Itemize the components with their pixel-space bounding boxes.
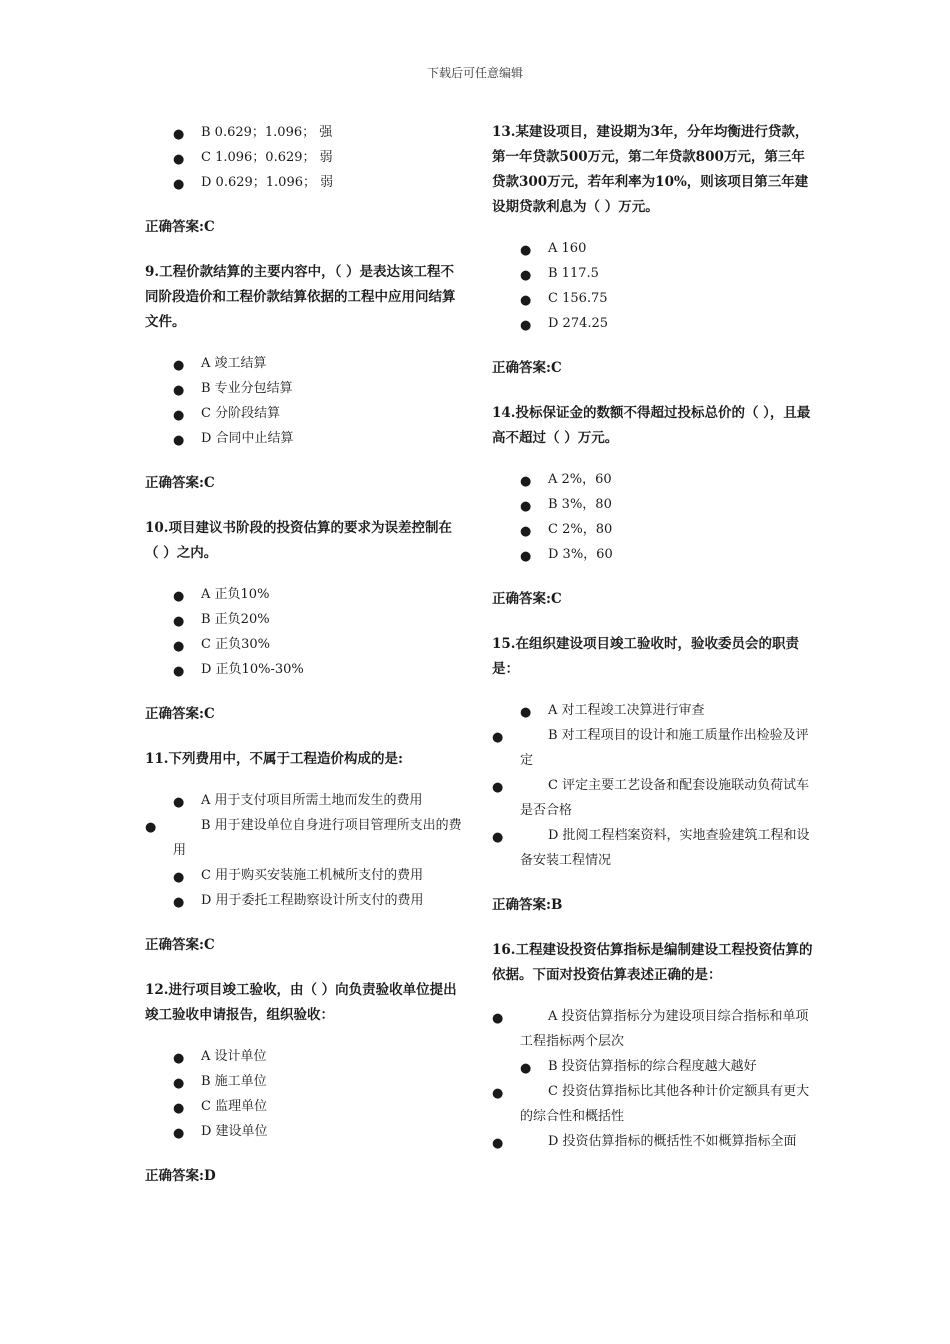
question-13-options (492, 236, 817, 336)
q14-option-a[interactable]: ● A 2%，60 (492, 467, 817, 492)
bullet-icon: ● (173, 1101, 185, 1116)
bullet-icon: ● (520, 243, 532, 258)
bullet-icon: ● (520, 1061, 532, 1076)
q11-option-d[interactable]: ● D 用于委托工程勘察设计所支付的费用 (145, 888, 463, 913)
prev-question-options (145, 120, 463, 195)
q14-option-d[interactable]: ● D 3%，60 (492, 542, 817, 567)
q11-option-c[interactable]: ● C 用于购买安装施工机械所支付的费用 (145, 863, 463, 888)
bullet-icon: ● (173, 408, 185, 423)
q10-option-d[interactable]: ● D 正负10%-30% (145, 657, 463, 682)
q11-option-b[interactable]: ● B 用于建设单位自身进行项目管理所支出的费用 (145, 813, 463, 863)
bullet-icon: ● (520, 499, 532, 514)
q10-option-b[interactable]: ● B 正负20% (145, 607, 463, 632)
q9-option-b[interactable]: ● B 专业分包结算 (145, 376, 463, 401)
page-header: 下载后可任意编辑 (426, 66, 523, 80)
q10-option-a[interactable]: ● A 正负10% (145, 582, 463, 607)
bullet-icon: ● (173, 1076, 185, 1091)
question-15: 15.在组织建设项目竣工验收时，验收委员会的职责是： (492, 636, 799, 677)
question-12: 12.进行项目竣工验收，由（ ）向负责验收单位提出竣工验收申请报告，组织验收： (145, 982, 457, 1023)
q15-option-b[interactable]: ● B 对工程项目的设计和施工质量作出检验及评定 (492, 723, 817, 773)
question-14-answer: 正确答案:C (492, 591, 562, 607)
question-11-options (145, 788, 463, 913)
question-16: 16.工程建设投资估算指标是编制建设工程投资估算的依据。下面对投资估算表述正确的是： (492, 942, 813, 983)
bullet-icon: ● (173, 589, 185, 604)
question-15-options (492, 698, 817, 873)
bullet-icon: ● (492, 780, 504, 795)
bullet-icon: ● (520, 474, 532, 489)
question-10-answer: 正确答案:C (145, 706, 215, 722)
q13-option-d[interactable]: ● D 274.25 (492, 311, 817, 336)
question-12-options (145, 1044, 463, 1144)
bullet-icon: ● (145, 820, 157, 835)
bullet-icon: ● (520, 318, 532, 333)
q16-option-a[interactable]: ● A 投资估算指标分为建设项目综合指标和单项工程指标两个层次 (492, 1004, 817, 1054)
bullet-icon: ● (492, 1136, 504, 1151)
bullet-icon: ● (173, 127, 185, 142)
q9-option-a[interactable]: ● A 竣工结算 (145, 351, 463, 376)
bullet-icon: ● (173, 614, 185, 629)
q16-option-c[interactable]: ● C 投资估算指标比其他各种计价定额具有更大的综合性和概括性 (492, 1079, 817, 1129)
question-14: 14.投标保证金的数额不得超过投标总价的（ ），且最高不超过（ ）万元。 (492, 405, 811, 446)
bullet-icon: ● (173, 795, 185, 810)
prev-answer: 正确答案:C (145, 219, 215, 235)
option-b[interactable]: ● B 0.629；1.096； 强 (145, 120, 463, 145)
bullet-icon: ● (173, 383, 185, 398)
q14-option-b[interactable]: ● B 3%，80 (492, 492, 817, 517)
right-column (492, 120, 817, 1174)
bullet-icon: ● (173, 870, 185, 885)
q14-option-c[interactable]: ● C 2%，80 (492, 517, 817, 542)
bullet-icon: ● (520, 705, 532, 720)
q12-option-c[interactable]: ● C 监理单位 (145, 1094, 463, 1119)
question-9-options (145, 351, 463, 451)
bullet-icon: ● (520, 524, 532, 539)
bullet-icon: ● (173, 664, 185, 679)
q15-option-d[interactable]: ● D 批阅工程档案资料，实地查验建筑工程和设备安装工程情况 (492, 823, 817, 873)
q16-option-b[interactable]: ● B 投资估算指标的综合程度越大越好 (492, 1054, 817, 1079)
bullet-icon: ● (173, 639, 185, 654)
q10-option-c[interactable]: ● C 正负30% (145, 632, 463, 657)
q9-option-c[interactable]: ● C 分阶段结算 (145, 401, 463, 426)
bullet-icon: ● (173, 358, 185, 373)
question-11-answer: 正确答案:C (145, 937, 215, 953)
bullet-icon: ● (520, 549, 532, 564)
question-14-options (492, 467, 817, 567)
q13-option-c[interactable]: ● C 156.75 (492, 286, 817, 311)
q12-option-b[interactable]: ● B 施工单位 (145, 1069, 463, 1094)
question-15-answer: 正确答案:B (492, 897, 563, 913)
question-9-answer: 正确答案:C (145, 475, 215, 491)
q15-option-c[interactable]: ● C 评定主要工艺设备和配套设施联动负荷试车是否合格 (492, 773, 817, 823)
question-13-answer: 正确答案:C (492, 360, 562, 376)
bullet-icon: ● (173, 433, 185, 448)
bullet-icon: ● (492, 830, 504, 845)
question-13: 13.某建设项目，建设期为3年，分年均衡进行贷款，第一年贷款500万元，第二年贷款800万元，第三年贷款300万元，若年利率为10%，则该项目第三年建设期贷款利息为（ ）万元。 (492, 124, 809, 215)
bullet-icon: ● (173, 152, 185, 167)
q11-option-a[interactable]: ● A 用于支付项目所需土地而发生的费用 (145, 788, 463, 813)
bullet-icon: ● (173, 1126, 185, 1141)
q13-option-b[interactable]: ● B 117.5 (492, 261, 817, 286)
q13-option-a[interactable]: ● A 160 (492, 236, 817, 261)
bullet-icon: ● (173, 177, 185, 192)
question-11: 11.下列费用中，不属于工程造价构成的是: (145, 751, 403, 767)
bullet-icon: ● (520, 293, 532, 308)
bullet-icon: ● (492, 730, 504, 745)
left-column (145, 120, 463, 1209)
question-12-answer: 正确答案:D (145, 1168, 216, 1184)
bullet-icon: ● (520, 268, 532, 283)
option-d[interactable]: ● D 0.629；1.096； 弱 (145, 170, 463, 195)
bullet-icon: ● (173, 895, 185, 910)
q15-option-a[interactable]: ● A 对工程竣工决算进行审查 (492, 698, 817, 723)
q12-option-a[interactable]: ● A 设计单位 (145, 1044, 463, 1069)
q12-option-d[interactable]: ● D 建设单位 (145, 1119, 463, 1144)
option-c[interactable]: ● C 1.096；0.629； 弱 (145, 145, 463, 170)
bullet-icon: ● (492, 1086, 504, 1101)
q9-option-d[interactable]: ● D 合同中止结算 (145, 426, 463, 451)
bullet-icon: ● (173, 1051, 185, 1066)
question-16-options (492, 1004, 817, 1154)
bullet-icon: ● (492, 1011, 504, 1026)
question-9: 9.工程价款结算的主要内容中，（ ）是表达该工程不同阶段造价和工程价款结算依据的工程中应用问结算文件。 (145, 264, 456, 330)
q16-option-d[interactable]: ● D 投资估算指标的概括性不如概算指标全面 (492, 1129, 817, 1154)
question-10: 10.项目建议书阶段的投资估算的要求为误差控制在（ ）之内。 (145, 520, 452, 561)
question-10-options (145, 582, 463, 682)
